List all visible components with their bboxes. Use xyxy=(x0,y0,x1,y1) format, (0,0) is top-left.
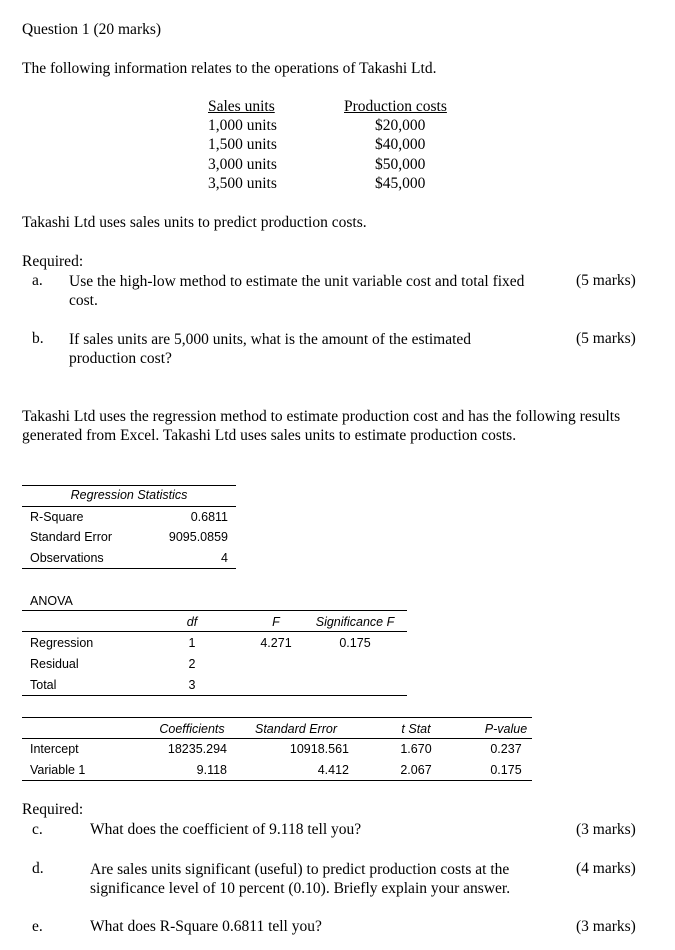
part-a-text: Use the high-low method to estimate the unit variable cost and total fixed cost. xyxy=(69,273,525,309)
part-a-marks: (5 marks) xyxy=(576,272,636,289)
cost-cell: $20,000 xyxy=(375,117,426,134)
part-a-letter: a. xyxy=(32,272,43,289)
question-title: Question 1 (20 marks) xyxy=(22,21,162,38)
part-c-text: What does the coefficient of 9.118 tell you? xyxy=(90,821,362,838)
part-c-letter: c. xyxy=(32,821,43,838)
p-value-header: P-value xyxy=(484,722,528,736)
standard-error-label: Standard Error xyxy=(30,530,112,544)
part-d-marks: (4 marks) xyxy=(576,860,636,877)
t-stat-value: 1.670 xyxy=(400,742,432,756)
coef-row-label: Intercept xyxy=(30,742,79,756)
cost-cell: $40,000 xyxy=(375,136,426,153)
predict-note: Takashi Ltd uses sales units to predict production costs. xyxy=(22,214,367,231)
anova-df-value: 2 xyxy=(188,657,196,671)
sales-cell: 1,000 units xyxy=(208,117,277,134)
required-label: Required: xyxy=(22,253,84,270)
anova-row-label: Regression xyxy=(30,636,94,650)
anova-df-value: 3 xyxy=(188,678,196,692)
part-b-marks: (5 marks) xyxy=(576,330,636,347)
coef-row-label: Variable 1 xyxy=(30,763,86,777)
part-b-text: If sales units are 5,000 units, what is the amount of the estimated production cost? xyxy=(69,331,472,367)
std-error-header: Standard Error xyxy=(255,722,337,736)
p-value-value: 0.237 xyxy=(490,742,522,756)
anova-f-header: F xyxy=(272,615,280,629)
sales-cell: 3,500 units xyxy=(208,175,277,192)
t-stat-value: 2.067 xyxy=(400,763,432,777)
part-b-letter: b. xyxy=(32,330,44,347)
anova-df-value: 1 xyxy=(188,636,196,650)
observations-value: 4 xyxy=(221,551,228,565)
std-error-value: 4.412 xyxy=(317,763,349,777)
anova-df-header: df xyxy=(186,615,198,629)
part-d-text: Are sales units significant (useful) to predict production costs at the significance level of 10 percent (0.10). Briefly explain your answer. xyxy=(90,861,511,897)
anova-row-label: Residual xyxy=(30,657,79,671)
intro-text: The following information relates to the operations of Takashi Ltd. xyxy=(22,60,437,77)
r-square-label: R-Square xyxy=(30,510,84,524)
p-value-value: 0.175 xyxy=(490,763,522,777)
std-error-value: 10918.561 xyxy=(289,742,349,756)
cost-cell: $50,000 xyxy=(375,156,426,173)
r-square-value: 0.6811 xyxy=(190,510,228,524)
coef-value: 9.118 xyxy=(196,763,227,777)
anova-sig-header: Significance F xyxy=(315,615,395,629)
part-c-marks: (3 marks) xyxy=(576,821,636,838)
coef-header: Coefficients xyxy=(159,722,225,736)
standard-error-value: 9095.0859 xyxy=(168,530,228,544)
anova-row-label: Total xyxy=(30,678,57,692)
required-label: Required: xyxy=(22,801,84,818)
coef-value: 18235.294 xyxy=(167,742,227,756)
reg-stats-title: Regression Statistics xyxy=(70,488,188,502)
observations-label: Observations xyxy=(30,551,104,565)
sales-cell: 1,500 units xyxy=(208,136,277,153)
anova-title: ANOVA xyxy=(30,594,73,608)
cost-cell: $45,000 xyxy=(375,175,426,192)
anova-f-value: 4.271 xyxy=(260,636,292,650)
regression-intro: Takashi Ltd uses the regression method to estimate production cost and has the following results generated from Excel. Takashi Ltd uses sales units to estimate production costs. xyxy=(22,408,621,444)
production-costs-header: Production costs xyxy=(344,98,447,115)
t-stat-header: t Stat xyxy=(401,722,431,736)
sales-units-header: Sales units xyxy=(208,98,275,115)
anova-sig-value: 0.175 xyxy=(339,636,371,650)
part-e-text: What does R-Square 0.6811 tell you? xyxy=(90,918,322,935)
part-e-marks: (3 marks) xyxy=(576,918,636,935)
sales-cell: 3,000 units xyxy=(208,156,277,173)
part-d-letter: d. xyxy=(32,860,44,877)
part-e-letter: e. xyxy=(32,918,43,935)
